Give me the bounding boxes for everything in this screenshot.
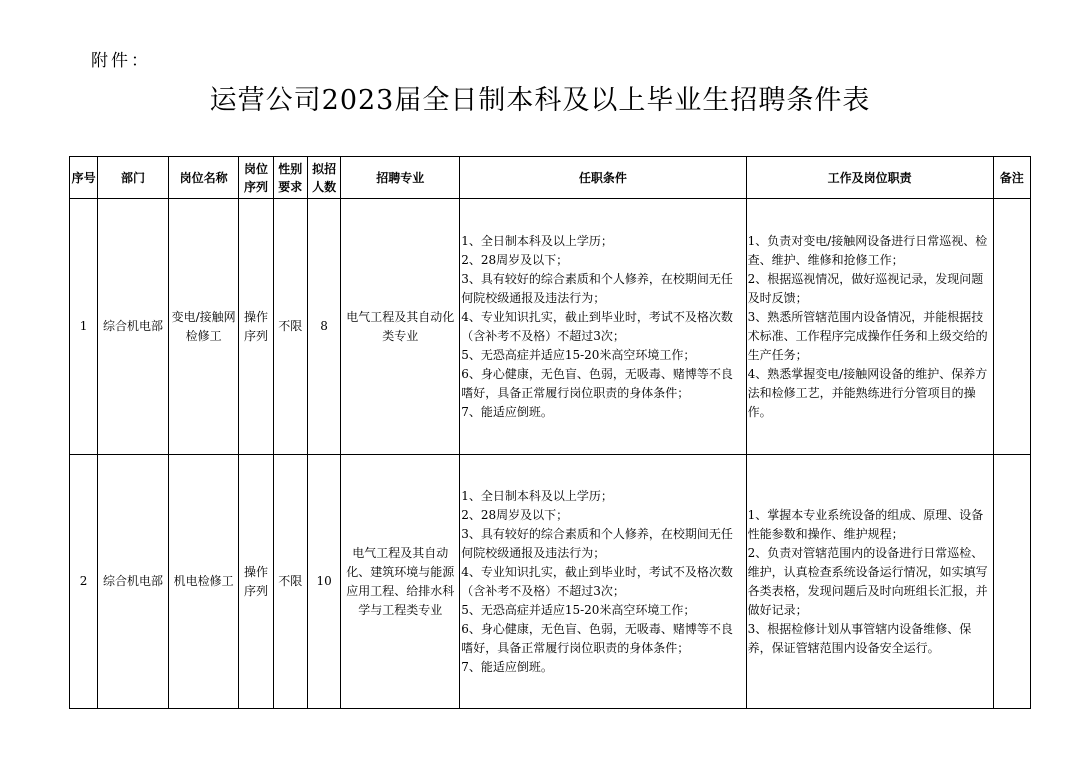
cell-count: 8 xyxy=(307,199,340,455)
requirement-item: 2、28周岁及以下； xyxy=(461,252,569,267)
duty-item: 1、掌握本专业系统设备的组成、原理、设备性能参数和操作、维护规程； xyxy=(747,507,984,541)
cell-position: 机电检修工 xyxy=(168,455,239,709)
requirement-item: 6、身心健康，无色盲、色弱，无吸毒、赌博等不良嗜好，具备正常履行岗位职责的身体条件； xyxy=(461,621,733,655)
requirement-item: 3、具有较好的综合素质和个人修养，在校期间无任何院校级通报及违法行为； xyxy=(461,526,733,560)
requirement-item: 1、全日制本科及以上学历； xyxy=(461,488,613,503)
cell-remarks xyxy=(993,455,1030,709)
requirement-item: 4、专业知识扎实，截止到毕业时，考试不及格次数（含补考不及格）不超过3次； xyxy=(461,564,733,598)
cell-gender: 不限 xyxy=(273,455,307,709)
requirement-item: 5、无恐高症并适应15-20米高空环境工作； xyxy=(461,347,696,362)
cell-sequence: 操作序列 xyxy=(239,455,273,709)
duty-item: 3、熟悉所管辖范围内设备情况，并能根据技术标准、工作程序完成操作任务和上级交给的生产任务； xyxy=(747,309,988,362)
cell-index: 2 xyxy=(70,455,98,709)
duty-item: 1、负责对变电/接触网设备进行日常巡视、检查、维护、维修和抢修工作； xyxy=(747,233,988,267)
cell-requirements xyxy=(460,199,746,455)
requirement-item: 4、专业知识扎实，截止到毕业时，考试不及格次数（含补考不及格）不超过3次； xyxy=(461,309,733,343)
header-index: 序号 xyxy=(70,157,98,199)
requirement-item: 7、能适应倒班。 xyxy=(461,659,553,674)
duty-item: 2、负责对管辖范围内的设备进行日常巡检、维护，认真检查系统设备运行情况，如实填写各类表格，发现问题后及时向班组长汇报，并做好记录； xyxy=(747,545,988,617)
cell-sequence: 操作序列 xyxy=(239,199,273,455)
cell-duties xyxy=(746,455,993,709)
cell-requirements xyxy=(460,455,746,709)
header-duties: 工作及岗位职责 xyxy=(746,157,993,199)
requirement-item: 6、身心健康，无色盲、色弱，无吸毒、赌博等不良嗜好，具备正常履行岗位职责的身体条件； xyxy=(461,366,733,400)
page-title: 运营公司2023届全日制本科及以上毕业生招聘条件表 xyxy=(209,85,871,116)
requirement-item: 7、能适应倒班。 xyxy=(461,404,553,419)
header-count: 拟招人数 xyxy=(307,157,340,199)
duty-item: 4、熟悉掌握变电/接触网设备的维护、保养方法和检修工艺，并能熟练进行分管项目的操作。 xyxy=(747,366,988,419)
header-gender: 性别要求 xyxy=(273,157,307,199)
header-department: 部门 xyxy=(98,157,169,199)
requirement-item: 2、28周岁及以下； xyxy=(461,507,569,522)
cell-count: 10 xyxy=(307,455,340,709)
cell-major: 电气工程及其自动化类专业 xyxy=(341,199,460,455)
cell-gender: 不限 xyxy=(273,199,307,455)
recruitment-table xyxy=(69,156,1031,709)
table-header-row xyxy=(70,157,1031,199)
header-sequence: 岗位序列 xyxy=(239,157,273,199)
header-remarks: 备注 xyxy=(993,157,1030,199)
cell-remarks xyxy=(993,199,1030,455)
table-row xyxy=(70,199,1031,455)
requirement-item: 1、全日制本科及以上学历； xyxy=(461,233,613,248)
requirement-item: 5、无恐高症并适应15-20米高空环境工作； xyxy=(461,602,696,617)
cell-duties xyxy=(746,199,993,455)
cell-position: 变电/接触网检修工 xyxy=(168,199,239,455)
attachment-label: 附件： xyxy=(91,51,151,71)
cell-department: 综合机电部 xyxy=(98,199,169,455)
duty-item: 2、根据巡视情况，做好巡视记录，发现问题及时反馈； xyxy=(747,271,984,305)
cell-index: 1 xyxy=(70,199,98,455)
header-requirements: 任职条件 xyxy=(460,157,746,199)
requirement-item: 3、具有较好的综合素质和个人修养，在校期间无任何院校级通报及违法行为； xyxy=(461,271,733,305)
header-position: 岗位名称 xyxy=(168,157,239,199)
duty-item: 3、根据检修计划从事管辖内设备维修、保养，保证管辖范围内设备安全运行。 xyxy=(747,621,972,655)
header-major: 招聘专业 xyxy=(341,157,460,199)
cell-major: 电气工程及其自动化、建筑环境与能源应用工程、给排水科学与工程类专业 xyxy=(341,455,460,709)
cell-department: 综合机电部 xyxy=(98,455,169,709)
table-row xyxy=(70,455,1031,709)
